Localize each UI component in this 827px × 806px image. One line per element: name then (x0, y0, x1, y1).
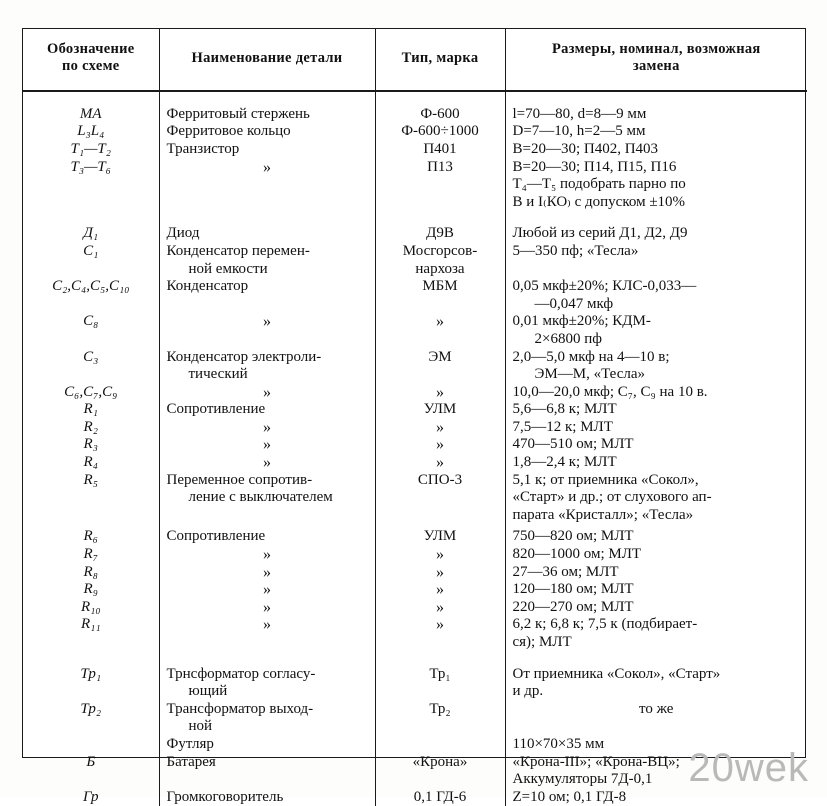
ref-line: R₅ (83, 471, 98, 488)
cell-designation (23, 652, 159, 806)
spacer (383, 296, 498, 314)
spec-line: 0,05 мкф±20%; КЛС-0,033— (512, 278, 697, 295)
type-line: 0,1 ГД-6 (413, 788, 467, 805)
spec-line-continued: Аккумуляторы 7Д-0,1 (512, 771, 653, 788)
spec-line-continued: ЭМ—М, «Тесла» (534, 366, 646, 383)
ditto-mark: » (263, 383, 271, 401)
spec-line: l=70—80, d=8—9 мм (512, 105, 647, 122)
spacer (167, 296, 368, 314)
cell-type-brand (375, 652, 505, 806)
cell-part-name (159, 652, 375, 806)
name-line: Сопротивление (166, 528, 266, 545)
ditto-mark: » (436, 383, 444, 401)
name-line: Конденсатор перемен- (166, 242, 310, 259)
spec-line: 27—36 ом; МЛТ (512, 563, 619, 580)
spec-line: 120—180 ом; МЛТ (512, 581, 634, 598)
spec-line-continued: ся); МЛТ (512, 634, 572, 650)
spacer (30, 736, 152, 754)
table-row (23, 524, 807, 651)
ditto-mark: » (436, 418, 444, 436)
cell-type-brand (375, 401, 505, 524)
ditto-mark: » (436, 313, 444, 331)
ref-line: R₈ (83, 563, 98, 580)
spec-line: 750—820 ом; МЛТ (512, 528, 634, 545)
name-line: Ферритовое кольцо (166, 123, 291, 140)
type-line: МБМ (422, 278, 458, 295)
ditto-mark: » (263, 546, 271, 564)
spec-line: 6,2 к; 6,8 к; 7,5 к (подбирает- (512, 616, 698, 633)
ref-line: C₃ (83, 348, 99, 365)
spec-line: 5,1 к; от приемника «Сокол», (512, 471, 699, 488)
cell-dimensions (505, 91, 807, 212)
ditto-mark: » (263, 158, 271, 176)
cell-designation (23, 524, 159, 651)
name-line: Конденсатор электроли- (166, 348, 322, 365)
spec-line: 5—350 пф; «Тесла» (512, 242, 639, 259)
ref-line: C₂,C₄,C₅,C₁₀ (52, 278, 130, 295)
cell-type-brand (375, 91, 505, 212)
type-line: Мосгорсов- (402, 242, 478, 259)
ref-line: МА (79, 105, 102, 122)
table-row (23, 401, 807, 524)
cell-designation (23, 401, 159, 524)
spec-line: 470—510 ом; МЛТ (512, 436, 634, 453)
spec-line-continued: —0,047 мкф (534, 295, 614, 312)
spacer (167, 771, 368, 789)
type-line: СПО-3 (417, 471, 463, 488)
name-line: Батарея (166, 753, 216, 770)
spacer (383, 736, 498, 754)
spacer (167, 331, 368, 349)
name-line-continued: ной (188, 718, 213, 735)
spec-line: T₄—T₅ подобрать парно по (512, 176, 686, 193)
spacer (30, 331, 152, 349)
column-header-part-name (159, 29, 375, 91)
column-header-part-name-line1: Наименование детали (191, 49, 343, 66)
spec-line: 110×70×35 мм (512, 735, 605, 752)
name-line: Сопротивление (166, 401, 266, 418)
ditto-mark: » (436, 581, 444, 599)
ditto-mark: » (436, 598, 444, 616)
spec-line: От приемника «Сокол», «Старт» (512, 665, 721, 682)
cell-part-name (159, 91, 375, 212)
ditto-mark: » (263, 581, 271, 599)
cell-dimensions (505, 401, 807, 524)
cell-part-name (159, 401, 375, 524)
ref-line: T₁—T₂ (70, 140, 111, 157)
ref-line: R₇ (83, 546, 98, 563)
type-line-continued: нархоза (415, 260, 465, 277)
table-header (23, 29, 807, 91)
ref-line: Тр₁ (80, 665, 102, 682)
spec-line: B=20—30; П402, П403 (512, 140, 659, 157)
type-line: Д9В (426, 225, 454, 242)
ditto-mark: » (436, 546, 444, 564)
type-line: УЛМ (423, 528, 457, 545)
cell-designation (23, 211, 159, 401)
ditto-mark: » (263, 598, 271, 616)
spacer (383, 366, 498, 384)
ref-line: C₆,C₇,C₉ (64, 383, 118, 400)
ref-line: L₃L₄ (77, 123, 105, 140)
column-header-dimensions-line1: Размеры, номинал, возможная (551, 41, 761, 57)
ref-line: R₁₁ (80, 616, 101, 633)
cell-part-name (159, 524, 375, 651)
spec-line: 0,01 мкф±20%; КДМ- (512, 313, 651, 330)
spec-line: D=7—10, h=2—5 мм (512, 123, 646, 140)
spec-line: B=20—30; П14, П15, П16 (512, 158, 677, 175)
spacer (383, 718, 498, 736)
spacer (30, 718, 152, 736)
ditto-mark: » (436, 454, 444, 472)
name-line: Громкоговоритель (166, 788, 284, 805)
cell-dimensions (505, 211, 807, 401)
watermark: 20wek (688, 746, 809, 790)
parts-table (23, 29, 807, 806)
ref-line: R₂ (83, 418, 98, 435)
spec-line: B и I₍КО₎ с допуском ±10% (512, 193, 686, 210)
spec-line: 7,5—12 к; МЛТ (512, 418, 613, 435)
ref-line: Тр₂ (80, 700, 102, 717)
spec-line-continued: парата «Кристалл»; «Тесла» (512, 506, 694, 523)
cell-designation (23, 91, 159, 212)
spec-line-continued: 2×6800 пф (534, 330, 602, 347)
column-header-type-brand (375, 29, 505, 91)
name-line: Трнсформатор согласу- (166, 665, 316, 682)
ditto-mark: » (436, 616, 444, 634)
spec-line: 5,6—6,8 к; МЛТ (512, 401, 617, 418)
ditto-mark: » (263, 616, 271, 634)
cell-part-name (159, 211, 375, 401)
spec-line-continued: «Старт» и др.; от слухового ап- (512, 489, 712, 506)
spec-line: Любой из серий Д1, Д2, Д9 (512, 225, 688, 242)
type-line: Тр₂ (429, 700, 451, 717)
name-line-continued: ной емкости (188, 260, 268, 277)
spec-line: 820—1000 ом; МЛТ (512, 546, 642, 563)
ref-line: Б (86, 753, 96, 770)
name-line: Транзистор (166, 140, 240, 157)
spacer (513, 718, 801, 736)
ref-line: C₈ (83, 313, 99, 330)
column-header-designation (23, 29, 159, 91)
ditto-mark: » (263, 313, 271, 331)
name-line-continued: ление с выключателем (188, 489, 333, 506)
ref-line: Гр (82, 788, 99, 805)
spec-line-continued: и др. (512, 683, 544, 700)
name-line: Футляр (166, 735, 214, 752)
spec-line: 10,0—20,0 мкф; C₇, C₉ на 10 в. (512, 383, 708, 400)
spacer (383, 683, 498, 701)
spacer (383, 331, 498, 349)
ref-line: Д₁ (83, 225, 99, 242)
ref-line: R₁ (83, 401, 98, 418)
cell-dimensions (505, 524, 807, 651)
ref-line: C₁ (83, 242, 99, 259)
ref-line: R₉ (83, 581, 98, 598)
column-header-type-brand-line1: Тип, марка (401, 49, 479, 66)
column-header-dimensions (505, 29, 807, 91)
ref-line: R₁₀ (80, 598, 101, 615)
type-line: П13 (427, 158, 453, 175)
type-line: «Крона» (412, 753, 468, 770)
name-line: Переменное сопротив- (166, 471, 313, 488)
name-line: Конденсатор (166, 278, 249, 295)
ditto-mark: » (263, 436, 271, 454)
spacer (513, 261, 801, 279)
spacer (30, 296, 152, 314)
ditto-mark: » (263, 563, 271, 581)
spec-line: 220—270 ом; МЛТ (512, 598, 634, 615)
column-header-designation-line2: по схеме (61, 58, 120, 75)
ref-line: R₃ (83, 436, 98, 453)
table-row (23, 91, 807, 212)
table-row (23, 211, 807, 401)
cell-type-brand (375, 524, 505, 651)
ref-line: T₃—T₆ (70, 158, 111, 175)
ditto-mark: » (436, 563, 444, 581)
type-line: П401 (423, 140, 457, 157)
type-line: Ф-600 (420, 105, 460, 122)
spec-line: 2,0—5,0 мкф на 4—10 в; (512, 348, 670, 365)
name-line-continued: тический (188, 366, 248, 383)
cell-type-brand (375, 211, 505, 401)
type-line: Тр₁ (429, 665, 451, 682)
ditto-mark: » (436, 436, 444, 454)
ref-line: R₆ (83, 528, 98, 545)
column-header-designation-line1: Обозначение (47, 41, 135, 57)
spacer (383, 771, 498, 789)
spacer (30, 683, 152, 701)
ditto-mark: » (263, 454, 271, 472)
header-row (23, 29, 807, 91)
ditto-mark: » (263, 418, 271, 436)
spacer (30, 366, 152, 384)
spacer (30, 261, 152, 279)
spec-line: 1,8—2,4 к; МЛТ (512, 454, 617, 471)
name-line-continued: ющий (188, 683, 228, 700)
column-header-dimensions-line2: замена (632, 58, 680, 75)
name-line: Ферритовый стержень (166, 105, 310, 122)
spec-line: Z=10 ом; 0,1 ГД-8 (512, 788, 627, 805)
table-body (23, 91, 807, 806)
type-line: ЭМ (428, 348, 452, 365)
name-line: Диод (166, 225, 200, 242)
spec-line: то же (639, 700, 674, 717)
spacer (30, 771, 152, 789)
type-line: Ф-600÷1000 (401, 123, 479, 140)
type-line: УЛМ (423, 401, 457, 418)
ref-line: R₄ (83, 454, 98, 471)
name-line: Трансформатор выход- (166, 700, 314, 717)
spec-line: «Крона-III»; «Крона-ВЦ»; (512, 753, 680, 770)
